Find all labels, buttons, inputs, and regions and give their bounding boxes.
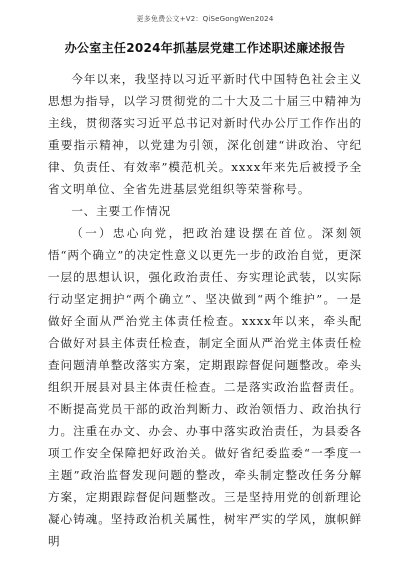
section-heading: 一、主要工作情况 [71, 204, 172, 218]
document-title: 办公室主任2024年抓基层党建工作述职述廉述报告 [64, 41, 346, 55]
intro-paragraph: 今年以来，我坚持以习近平新时代中国特色社会主义思想为指导，以学习贯彻党的二十大及二十届三中精神为主线，贯彻落实习近平总书记对新时代办公厅工作作出的重要指示精神，以党建为引领，深化创建“讲政治、守纪律、负责任、有效率”模范机关。xxxx年来先后被授予全省文明单位、全省先进基层党组织等荣誉称号。 [48, 72, 362, 196]
body-paragraph: （一）忠心向党，把政治建设摆在首位。深刻领悟“两个确立”的决定性意义以更先一步的政治自觉，更深一层的思想认识，强化政治责任、夯实理论武装，以实际行动坚定拥护“两个确立”、坚决做到“两个维护”。一是做好全面从严治党主体责任检查。xxxx年以来，牵头配合做好对县主体责任检查，制定全面从严治党主体责任检查问题清单整改落实方案，定期跟踪督促问题整改。牵头组织开展县对县主体责任检查。二是落实政治监督责任。不断提高党员干部的政治判断力、政治领悟力、政治执行力。注重在办文、办会、办事中落实政治责任，为县委各项工作安全保障把好政治关。做好省纪委监委“一季度一主题”政治监督发现问题的整改，牵头制定整改任务分解方案，定期跟踪督促问题整改。三是坚持用党的创新理论凝心铸魂。坚持政治机关属性，树牢严实的学风，旗帜鲜明 [48, 226, 362, 548]
top-note: 更多免费公文+V2：QiSeGongWen2024 [136, 15, 274, 23]
